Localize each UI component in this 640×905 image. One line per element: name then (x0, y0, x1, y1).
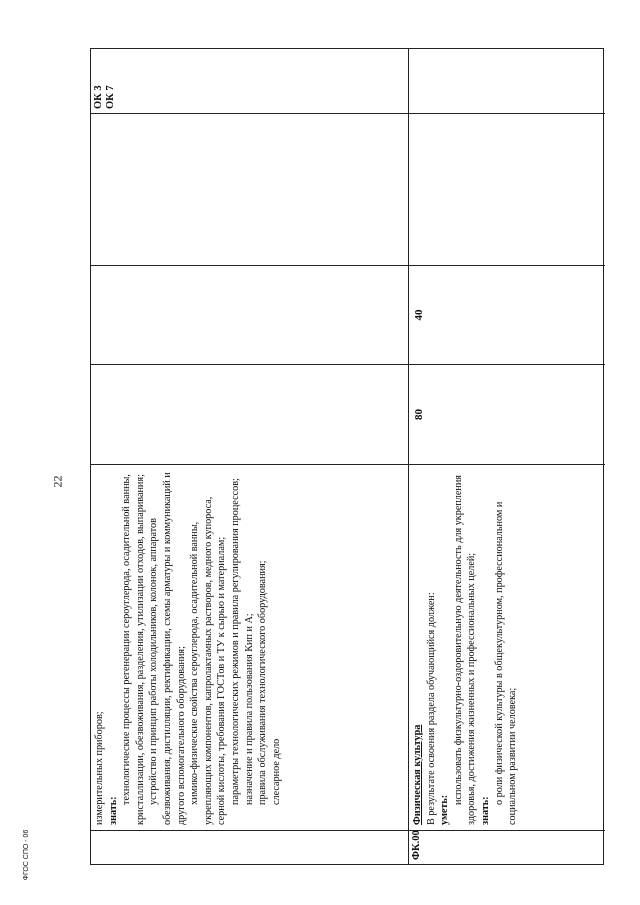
description-line: уметь: (439, 794, 451, 825)
hours: 40 (413, 309, 425, 321)
description-line: назначение и правила пользования Кип и А; (243, 613, 255, 805)
description-line: знать: (107, 796, 119, 825)
description-text (409, 465, 522, 830)
description-line: В результате освоения раздела обучающийся должен: (425, 592, 437, 825)
module-code: ФК.00 (411, 830, 422, 860)
hours-cell (91, 265, 408, 364)
code-cell (409, 830, 605, 864)
discipline (91, 114, 95, 265)
hours (91, 266, 95, 364)
description-line: слесарное дело (270, 738, 282, 805)
discipline (409, 114, 413, 265)
competences (409, 47, 413, 113)
competences (91, 47, 119, 113)
description-line: химико-физические свойства сероуглерода, осадительной ванны, укрепляющих компонентов, капролактамных растворов, медного купороса, серной кислоты, требования ГОСТов и ТУ к сырью и материалам; (189, 496, 228, 825)
competences-cell (91, 47, 408, 113)
table-row (409, 49, 605, 864)
competence-code: ОК 3 (93, 85, 104, 109)
total-hours (91, 365, 95, 464)
module-code (91, 831, 95, 864)
description-line: о роли физической культуры в общекультурном, профессиональном и социальном развитии человека; (493, 501, 519, 825)
description-line: правила обслуживания технологического оборудования; (257, 560, 269, 805)
description-line: устройство и принцип работы холодильников, колонок, аппаратов обезвоживания, дистилляции, ректификации, схемы арматуры и коммуникаций и другого вспомогательного оборудования; (148, 472, 187, 825)
description-line: измерительных приборов; (94, 711, 105, 825)
description-text (91, 465, 285, 830)
total-hours-cell (91, 364, 408, 464)
description-line: технологические процессы регенерации сероуглерода, осадительной ванны, кристаллизации, обезвоживания, разделения, утилизации отходов, выпаривания; (121, 474, 146, 825)
competence-code: ОК 7 (105, 85, 116, 109)
hours-cell (409, 265, 605, 364)
description-line: знать: (479, 796, 491, 825)
discipline-cell (91, 113, 408, 265)
description-line: Физическая культура (412, 724, 423, 825)
curriculum-table (90, 48, 604, 865)
curriculum-table-wrapper (90, 48, 604, 865)
total-hours-cell (409, 364, 605, 464)
description-cell (91, 464, 408, 830)
description-line: параметры технологических режимов и правила регулирования процессов; (229, 478, 241, 805)
code-cell (91, 830, 408, 864)
document-footer: ФГОС СПО - 06 (23, 829, 30, 881)
competences-cell (409, 47, 605, 113)
description-line: использовать физкультурно-оздоровительную деятельность для укрепления здоровья, достижения жизненных и профессиональных целей; (452, 475, 478, 825)
discipline-cell (409, 113, 605, 265)
description-cell (409, 464, 605, 830)
table-row (91, 49, 409, 864)
total-hours: 80 (413, 409, 425, 420)
page-number: 22 (50, 475, 65, 488)
